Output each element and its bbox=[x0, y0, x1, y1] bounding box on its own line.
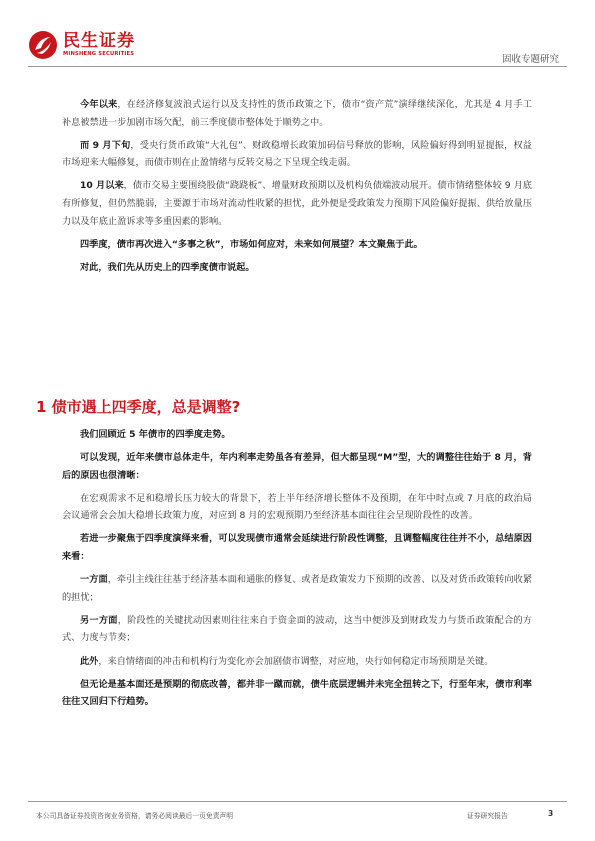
intro-bold-paragraph-2: 对此，我们先从历史上的四季度债市说起。 bbox=[80, 261, 255, 273]
page-number: 3 bbox=[548, 809, 554, 818]
intro-paragraph-3 bbox=[62, 177, 532, 230]
section-paragraph-2: 可以发现，近年来债市总体走牛，年内利率走势虽各有差异，但大都呈现“M”型，大的调整往往始于 8 月，背后的原因也很清晰： bbox=[62, 452, 532, 481]
intro-paragraph-1 bbox=[62, 96, 532, 131]
logo-en-text: MINSHENG SECURITIES bbox=[63, 50, 135, 57]
footer-divider bbox=[28, 801, 567, 802]
point-text-3: ，来自情绪面的冲击和机构行为变化亦会加剧债市调整，对应地，央行如何稳定市场预期是关键。 bbox=[98, 655, 494, 667]
section-body bbox=[62, 426, 532, 711]
section-conclusion: 但无论是基本面还是预期的彻底改善，都并非一蹴而就，债牛底层逻辑并未完全扭转之下，行至年末，债市利率往往又回归下行趋势。 bbox=[62, 678, 532, 708]
intro-lead-3: 10 月以来 bbox=[80, 180, 124, 192]
point-paragraph-2 bbox=[62, 612, 532, 647]
intro-bold-paragraph-1: 四季度，债市再次进入“多事之秋”，市场如何应对，未来如何展望？本文聚焦于此。 bbox=[80, 238, 423, 250]
intro-text-1: ，在经济修复波浪式运行以及支持性的货币政策之下，债市“资产荒”演绎继续深化，尤其是 4 月手工补息被禁进一步加剧市场欠配，前三季度债市整体处于顺势之中。 bbox=[62, 99, 532, 128]
intro-text-2: ，受央行货币政策“大礼包”、财政稳增长政策加码信号释放的影响，风险偏好得到明显提振，权益市场迎来大幅修复，而债市则在止盈情绪与反转交易之下呈现全线走弱。 bbox=[62, 139, 532, 169]
section-heading: 1 债市遇上四季度，总是调整? bbox=[36, 398, 241, 416]
point-lead-1: 一方面 bbox=[80, 574, 108, 586]
intro-lead-2: 而 9 月下旬 bbox=[80, 139, 131, 151]
company-logo bbox=[28, 30, 135, 60]
minsheng-logo-icon bbox=[28, 30, 58, 60]
footer-report-type: 证券研究报告 bbox=[467, 812, 508, 820]
intro-block bbox=[62, 96, 532, 276]
point-lead-3: 此外 bbox=[80, 655, 99, 667]
point-lead-2: 另一方面 bbox=[80, 614, 118, 626]
header-divider bbox=[28, 66, 567, 67]
intro-text-3: ，债市交易主要围绕股债“跷跷板”、增量财政预期以及机构负债端波动展开。债市情绪整体较 9 月底有所修复，但仍然脆弱，主要源于市场对流动性收紧的担忧，此外便是受政策发力预期下风险偏好提振、供给放量压力以及年底止盈诉求等多重因素的影响。 bbox=[62, 180, 532, 227]
point-paragraph-1 bbox=[62, 571, 532, 606]
point-text-1: ，牵引主线往往基于经济基本面和通胀的修复、或者是政策发力下预期的改善、以及对货币政策转向收紧的担忧； bbox=[62, 574, 533, 603]
report-section-label: 固收专题研究 bbox=[501, 54, 559, 65]
point-text-2: ，阶段性的关键扰动因素则往往来自于资金面的波动，这当中便涉及到财政发力与货币政策配合的方式、力度与节奏； bbox=[62, 614, 532, 644]
intro-lead-1: 今年以来 bbox=[80, 99, 118, 110]
logo-cn-text: 民生证券 bbox=[63, 30, 135, 51]
section-paragraph-4: 若进一步聚焦于四季度演绎来看，可以发现债市通常会延续进行阶段性调整，且调整幅度往往并不小，总结原因来看： bbox=[62, 533, 532, 563]
point-paragraph-3 bbox=[62, 653, 532, 671]
intro-paragraph-2 bbox=[62, 137, 532, 172]
section-paragraph-1: 我们回顾近 5 年债市的四季度走势。 bbox=[80, 429, 231, 440]
section-paragraph-3: 在宏观需求不足和稳增长压力较大的背景下，若上半年经济增长整体不及预期，在年中时点或 7 月底的政治局会议通常会会加大稳增长政策力度，对应到 8 月的宏观预期乃至经济基本面往往会呈现阶段性的改善。 bbox=[62, 492, 532, 522]
page-header bbox=[0, 0, 595, 72]
footer-disclaimer: 本公司具备证券投资咨询业务资格，请务必阅读最后一页免责声明 bbox=[36, 812, 234, 820]
